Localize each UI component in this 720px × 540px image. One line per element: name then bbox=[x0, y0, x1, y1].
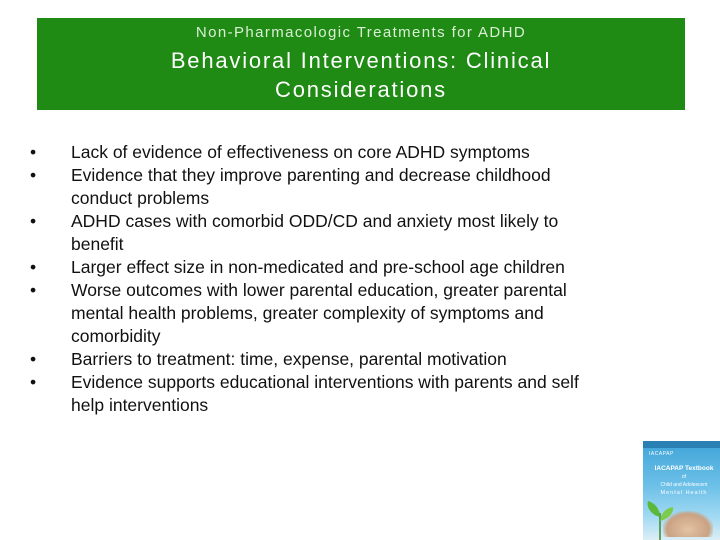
book-title-line-1: IACAPAP Textbook bbox=[654, 465, 714, 472]
book-cover-strip bbox=[643, 441, 720, 448]
bullet-text-continued: benefit bbox=[71, 234, 124, 254]
bullet-text: Evidence supports educational interventions with parents and self bbox=[71, 372, 579, 392]
bullet-text-continued: mental health problems, greater complexity of symptoms and bbox=[71, 303, 544, 323]
bullet-text: Lack of evidence of effectiveness on core ADHD symptoms bbox=[71, 142, 530, 162]
bullet-text: ADHD cases with comorbid ODD/CD and anxiety most likely to bbox=[71, 211, 559, 231]
bullet-item bbox=[30, 279, 680, 348]
bullet-item bbox=[30, 141, 680, 164]
bullet-dot: • bbox=[30, 211, 37, 231]
bullet-text-continued: comorbidity bbox=[71, 326, 161, 346]
hands-illustration bbox=[663, 511, 713, 537]
bullet-dot: • bbox=[30, 372, 37, 392]
bullet-dot: • bbox=[30, 257, 37, 277]
bullet-item bbox=[30, 210, 680, 256]
bullet-text-continued: help interventions bbox=[71, 395, 209, 415]
bullet-item bbox=[30, 164, 680, 210]
bullet-text: Worse outcomes with lower parental education, greater parental bbox=[71, 280, 567, 300]
book-cover-title bbox=[651, 465, 717, 497]
title-banner bbox=[37, 18, 685, 110]
book-title-line-3: Child and Adolescent bbox=[660, 482, 708, 488]
book-title-line-4: Mental Health bbox=[660, 490, 708, 496]
bullet-dot: • bbox=[30, 165, 37, 185]
bullet-item bbox=[30, 348, 680, 371]
book-title-line-2: of bbox=[681, 474, 687, 480]
bullet-text: Evidence that they improve parenting and decrease childhood bbox=[71, 165, 551, 185]
slide-title bbox=[37, 46, 685, 104]
bullet-text: Barriers to treatment: time, expense, parental motivation bbox=[71, 349, 507, 369]
bullet-item bbox=[30, 256, 680, 279]
book-publisher-logo: IACAPAP bbox=[649, 451, 674, 457]
bullet-dot: • bbox=[30, 349, 37, 369]
bullet-dot: • bbox=[30, 142, 37, 162]
slide-title-line-1: Behavioral Interventions: Clinical bbox=[170, 48, 552, 73]
bullet-item bbox=[30, 371, 680, 417]
slide-subtitle: Non-Pharmacologic Treatments for ADHD bbox=[195, 24, 527, 41]
bullet-text-continued: conduct problems bbox=[71, 188, 210, 208]
bullet-dot: • bbox=[30, 280, 37, 300]
bullet-list bbox=[30, 141, 680, 417]
slide-title-line-2: Considerations bbox=[275, 77, 447, 102]
bullet-text: Larger effect size in non-medicated and pre-school age children bbox=[71, 257, 565, 277]
textbook-cover-image bbox=[643, 441, 720, 540]
